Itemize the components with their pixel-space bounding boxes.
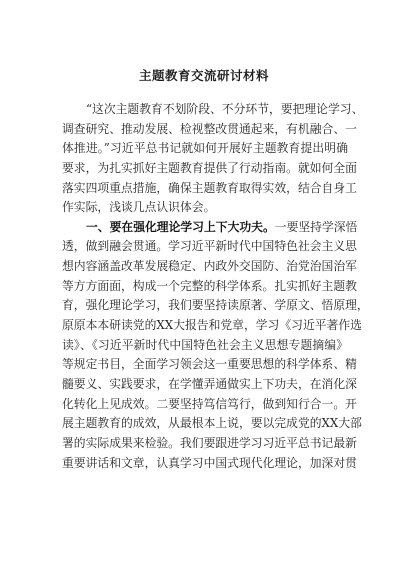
paragraph-line: 等方方面面，构成一个完整的科学体系。扎实抓好主题教 [62,278,357,293]
paragraph-line: 原原本本研读党的XX大报告和党章，学习《习近平著作选 [62,318,362,333]
paragraph-line: 想内容涵盖改革发展稳定、内政外交国防、治党治国治军 [62,259,357,274]
section-heading: 一、要在强化理论学习上下大功夫。 [86,219,275,234]
section-heading-line [62,218,358,238]
paragraph-line: 署的实际成果来检验。我们要跟进学习习近平总书记最新 [62,435,357,450]
paragraph-line: 体推进。”习近平总书记就如何开展好主题教育提出明确 [62,141,348,156]
paragraph-line: 化转化上见成效。二要坚持笃信笃行，做到知行合一。开 [62,396,357,411]
paragraph-line: 作实际，浅谈几点认识体会。 [62,200,216,215]
paragraph-line: 髓要义、实践要求，在学懂弄通做实上下功夫，在消化深 [62,376,357,391]
paragraph-line: 育，强化理论学习，我们要坚持读原著、学原文、悟原理， [62,298,369,313]
paragraph-line: 要求，为扎实抓好主题教育提供了行动指南。就如何全面 [62,160,357,175]
paragraph-line: 重要讲话和文章，认真学习中国式现代化理论，加深对贯 [62,455,357,470]
paragraph-line: 等规定书目，全面学习领会这一重要思想的科学体系、精 [62,357,357,372]
section-heading-rest: 一要坚持学深悟 [274,219,358,234]
paragraph-line: 展主题教育的成效，从最根本上说，要以完成党的XX大部 [62,416,362,431]
paragraph-line: 落实四项重点措施，确保主题教育取得实效，结合自身工 [62,180,357,195]
paragraph-line: 读》、《习近平新时代中国特色社会主义思想专题摘编》 [62,337,348,352]
paragraph-line: 透，做到融会贯通。学习近平新时代中国特色社会主义思 [62,239,357,254]
document-title: 主题教育交流研讨材料 [138,68,269,83]
paragraph-line: “这次主题教育不划阶段、不分环节，要把理论学习、 [86,102,364,116]
paragraph-line: 调查研究、推动发展、检视整改贯通起来，有机融合、一 [62,121,357,136]
document-body [62,100,369,473]
